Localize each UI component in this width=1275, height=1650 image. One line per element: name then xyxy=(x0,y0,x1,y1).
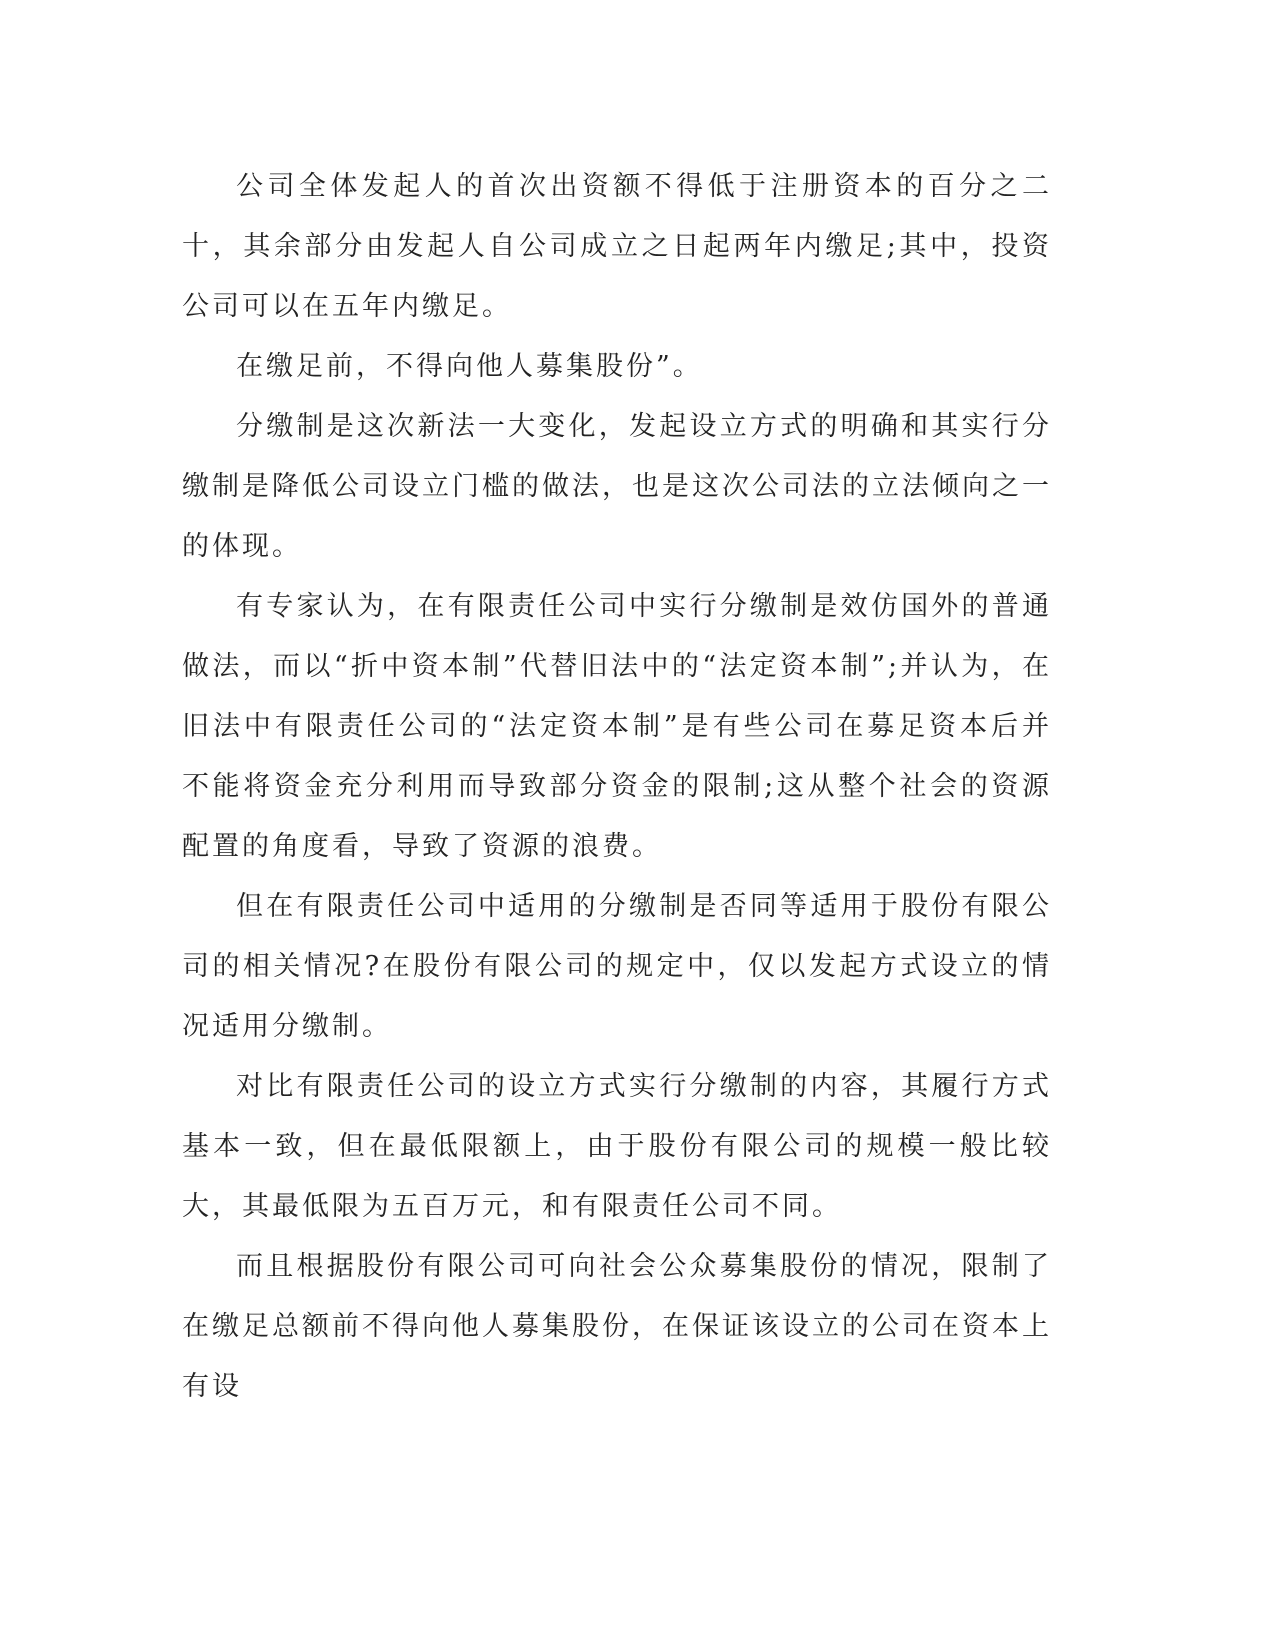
paragraph-5: 但在有限责任公司中适用的分缴制是否同等适用于股份有限公司的相关情况?在股份有限公司的规定中，仅以发起方式设立的情况适用分缴制。 xyxy=(182,891,1052,1042)
paragraph-1: 公司全体发起人的首次出资额不得低于注册资本的百分之二十，其余部分由发起人自公司成立之日起两年内缴足;其中，投资公司可以在五年内缴足。 xyxy=(182,171,1052,322)
paragraph-2: 在缴足前，不得向他人募集股份”。 xyxy=(236,351,703,382)
paragraph-3: 分缴制是这次新法一大变化，发起设立方式的明确和其实行分缴制是降低公司设立门槛的做法，也是这次公司法的立法倾向之一的体现。 xyxy=(182,411,1052,562)
document-body xyxy=(182,157,1052,1417)
paragraph-6: 对比有限责任公司的设立方式实行分缴制的内容，其履行方式基本一致，但在最低限额上，由于股份有限公司的规模一般比较大，其最低限为五百万元，和有限责任公司不同。 xyxy=(182,1071,1052,1222)
paragraph-7: 而且根据股份有限公司可向社会公众募集股份的情况，限制了在缴足总额前不得向他人募集股份，在保证该设立的公司在资本上有设 xyxy=(182,1251,1052,1402)
paragraph-4: 有专家认为，在有限责任公司中实行分缴制是效仿国外的普通做法，而以“折中资本制”代替旧法中的“法定资本制”;并认为，在旧法中有限责任公司的“法定资本制”是有些公司在募足资本后并不能将资金充分利用而导致部分资金的限制;这从整个社会的资源配置的角度看，导致了资源的浪费。 xyxy=(182,591,1052,862)
